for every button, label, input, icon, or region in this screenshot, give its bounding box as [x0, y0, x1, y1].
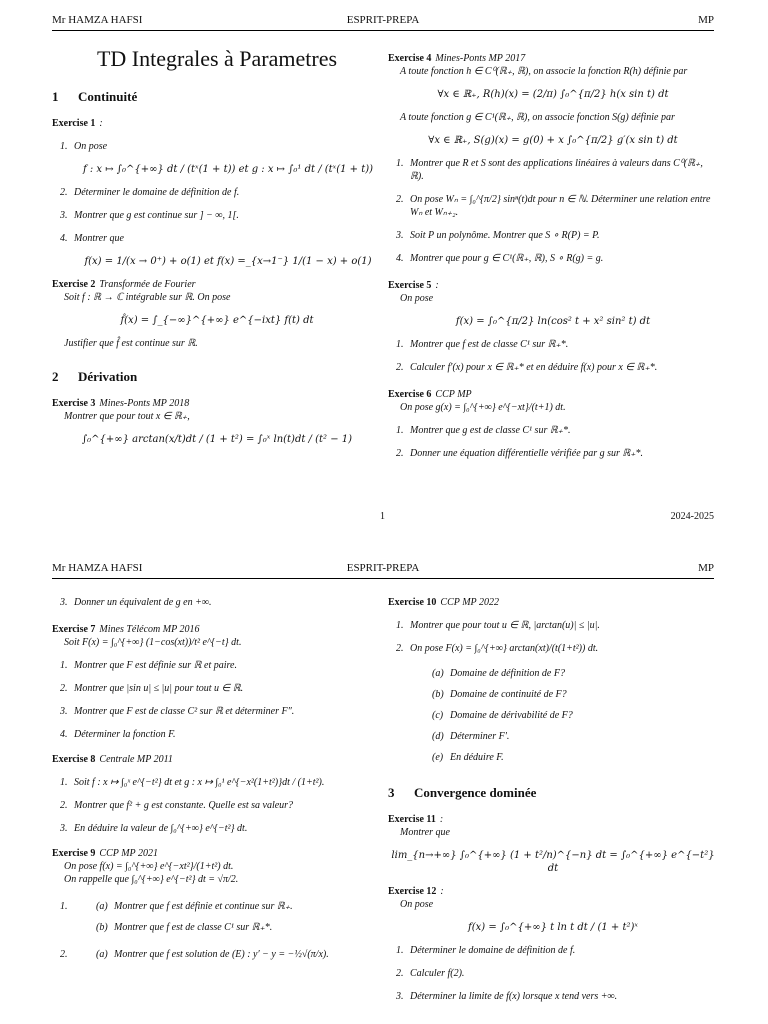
question: 1. Montrer que R et S sont des applications linéaires à valeurs dans C⁰(ℝ₊, ℝ). — [396, 158, 703, 182]
question: 1. Déterminer le domaine de définition de f. — [396, 945, 576, 956]
question-list — [388, 338, 718, 374]
question: 2. Montrer que f² + g est constante. Quelle est sa valeur? — [60, 800, 294, 811]
question: 2. Donner une équation différentielle vérifiée par g sur ℝ₊*. — [396, 448, 644, 459]
question: 3. Déterminer la limite de f(x) lorsque x tend vers +∞. — [396, 991, 618, 1002]
sub-question: (d) Déterminer F′. — [432, 731, 510, 742]
sub-question: (b) Domaine de continuité de F? — [432, 689, 567, 700]
question-list — [52, 776, 382, 835]
question: 1. Soit f : x ↦ ∫₀ˣ e^{−t²} dt et g : x ↦ ∫₀¹ e^{−x²(1+t²)}dt / (1+t²). — [60, 777, 325, 788]
header-author: Mr HAMZA HAFSI — [52, 562, 143, 574]
left-column — [52, 46, 382, 456]
academic-year: 2024-2025 — [670, 511, 714, 522]
exercise-heading: Exercise 7 Mines Télécom MP 2016 — [52, 624, 200, 635]
math-formula: f̂(x) = ∫_{−∞}^{+∞} e^{−ixt} f(t) dt — [120, 315, 314, 326]
exercise-heading: Exercise 8 Centrale MP 2011 — [52, 754, 173, 765]
question: 2. On pose Wₙ = ∫₀^{π/2} sinⁿ(t)dt pour n ∈ ℕ. Déterminer une relation entre Wₙ et Wₙ₊₂. — [396, 194, 711, 218]
exercise-text: A toute fonction g ∈ C¹(ℝ₊, ℝ), on associe fonction S(g) définie par — [400, 112, 675, 123]
math-formula: ∫₀^{+∞} arctan(x/t)dt / (1 + t²) = ∫₀ˣ ln(t)dt / (t² − 1) — [81, 434, 353, 445]
exercise-9 — [52, 847, 382, 961]
question-list — [52, 900, 382, 961]
exercise-3 — [52, 397, 382, 446]
exercise-4 — [388, 52, 718, 265]
question: 2. Montrer que |sin u| ≤ |u| pour tout u ∈ ℝ. — [60, 683, 244, 694]
exercise-11 — [388, 813, 718, 875]
exercise-text: Justifier que f̂ est continue sur ℝ. — [64, 338, 198, 349]
sub-question: (e) En déduire F. — [432, 752, 504, 763]
math-formula: f(x) = ∫₀^{+∞} t ln t dt / (1 + t²)ˣ — [468, 922, 638, 933]
left-column — [52, 588, 382, 961]
question: 1. Montrer que F est définie sur ℝ et paire. — [60, 660, 237, 671]
math-formula: lim_{n→+∞} ∫₀^{+∞} (1 + t²/n)^{−n} dt = ∫₀^{+∞} e^{−t²} dt — [391, 850, 715, 874]
page-header — [52, 562, 714, 578]
exercise-text: Montrer que pour tout x ∈ ℝ₊, — [64, 411, 190, 422]
exercise-heading: Exercise 2 Transformée de Fourier — [52, 279, 196, 290]
question: 1. Montrer que f est de classe C¹ sur ℝ₊*. — [396, 339, 569, 350]
exercise-text: On pose g(x) = ∫₀^{+∞} e^{−xt}/(t+1) dt. — [400, 402, 566, 413]
exercise-text: Soit f : ℝ → ℂ intégrable sur ℝ. On pose — [64, 292, 231, 303]
math-formula: f(x) = 1/(x → 0⁺) + o(1) et f(x) =_{x→1⁻} 1/(1 − x) + o(1) — [84, 256, 372, 267]
exercise-12 — [388, 885, 718, 1003]
exercise-heading: Exercise 12 : — [388, 886, 444, 897]
sub-question-list — [74, 948, 382, 961]
question-list — [388, 424, 718, 460]
section-heading: 2 Dérivation — [52, 369, 138, 384]
question: 2. Déterminer le domaine de définition de f. — [60, 187, 240, 198]
exercise-6 — [388, 388, 718, 460]
exercise-10 — [388, 596, 718, 764]
question-list — [52, 659, 382, 741]
section-heading: 3 Convergence dominée — [388, 785, 537, 800]
question: 3. Donner un équivalent de g en +∞. — [60, 597, 212, 608]
right-column — [388, 596, 718, 1003]
question: 4. Déterminer la fonction F. — [60, 729, 176, 740]
header-school: ESPRIT-PREPA — [346, 14, 420, 26]
math-formula: ∀x ∈ ℝ₊, S(g)(x) = g(0) + x ∫₀^{π/2} g′(x sin t) dt — [428, 135, 678, 146]
exercise-heading: Exercise 10 CCP MP 2022 — [388, 597, 499, 608]
sub-question-list — [74, 900, 382, 934]
exercise-text: On pose — [400, 899, 434, 910]
sub-question: (a) Montrer que f est solution de (E) : y′ − y = −½√(π/x). — [96, 949, 329, 960]
header-level: MP — [698, 562, 714, 574]
exercise-2 — [52, 278, 382, 350]
page-separator — [0, 530, 768, 548]
header-school: ESPRIT-PREPA — [346, 562, 420, 574]
question: 3. En déduire la valeur de ∫₀^{+∞} e^{−t²} dt. — [60, 823, 248, 834]
exercise-heading: Exercise 4 Mines-Ponts MP 2017 — [388, 53, 526, 64]
exercise-heading: Exercise 1 : — [52, 118, 103, 129]
sub-question-list — [410, 667, 718, 764]
header-rule — [52, 30, 714, 31]
exercise-text: On pose — [400, 293, 434, 304]
exercise-7 — [52, 623, 382, 741]
question: 4. Montrer que pour g ∈ C¹(ℝ₊, ℝ), S ∘ R(g) = g. — [396, 253, 604, 264]
question: 2. (a) Montrer que f est solution de (E) : y′ − y = −½√(π/x). — [52, 948, 382, 961]
question: 1. Montrer que pour tout u ∈ ℝ, |arctan(u)| ≤ |u|. — [396, 620, 600, 631]
question: 2. Calculer f(2). — [396, 968, 465, 979]
question: 2. Calculer f′(x) pour x ∈ ℝ₊* et en déduire f(x) pour x ∈ ℝ₊*. — [396, 362, 658, 373]
question-list — [52, 596, 382, 609]
question: 1. (a) Montrer que f est définie et continue sur ℝ₊. (b) Montrer que f est de classe C¹ sur ℝ₊*. — [52, 900, 382, 934]
question-list — [52, 140, 382, 268]
exercise-text: On rappelle que ∫₀^{+∞} e^{−t²} dt = √π/2. — [64, 874, 239, 885]
question: 2. On pose F(x) = ∫₀^{+∞} arctan(xt)/(t(1+t²)) dt. (a) Domaine de définition de F? (b) Domaine de continuité de F? (c) Domaine de dérivabilité de F? (d) Déterminer F′. (e) En déduire F. — [388, 642, 718, 764]
document-title: TD Integrales à Parametres — [96, 46, 338, 71]
exercise-text: Soit F(x) = ∫₀^{+∞} (1−cos(xt))/t² e^{−t} dt. — [64, 637, 242, 648]
math-formula: f : x ↦ ∫₀^{+∞} dt / (tˣ(1 + t)) et g : x ↦ ∫₀¹ dt / (tˣ(1 + t)) — [82, 164, 374, 175]
math-formula: ∀x ∈ ℝ₊, R(h)(x) = (2/π) ∫₀^{π/2} h(x sin t) dt — [437, 89, 669, 100]
section-heading: 1 Continuité — [52, 89, 138, 104]
exercise-heading: Exercise 3 Mines-Ponts MP 2018 — [52, 398, 190, 409]
exercise-8 — [52, 753, 382, 835]
math-formula: f(x) = ∫₀^{π/2} ln(cos² t + x² sin² t) dt — [455, 316, 651, 327]
exercise-text: Montrer que — [400, 827, 450, 838]
page-number: 1 — [380, 511, 385, 522]
header-level: MP — [698, 14, 714, 26]
page-header — [52, 14, 714, 30]
exercise-heading: Exercise 11 : — [388, 814, 444, 825]
question-list — [388, 619, 718, 764]
question: 3. Montrer que g est continue sur ] − ∞, 1[. — [60, 210, 239, 221]
sub-question: (a) Montrer que f est définie et continue sur ℝ₊. — [96, 901, 293, 912]
sub-question: (b) Montrer que f est de classe C¹ sur ℝ₊*. — [96, 922, 273, 933]
page-2 — [0, 548, 768, 1024]
header-author: Mr HAMZA HAFSI — [52, 14, 143, 26]
question: 1. Montrer que g est de classe C¹ sur ℝ₊*. — [396, 425, 571, 436]
right-column — [388, 52, 718, 460]
question: 3. Montrer que F est de classe C² sur ℝ et déterminer F″. — [60, 706, 295, 717]
question: 3. Soit P un polynôme. Montrer que S ∘ R(P) = P. — [396, 230, 600, 241]
exercise-1 — [52, 117, 382, 268]
exercise-heading: Exercise 6 CCP MP — [388, 389, 472, 400]
question: 1. On pose f : x ↦ ∫₀^{+∞} dt / (tˣ(1 + t)) et g : x ↦ ∫₀¹ dt / (tˣ(1 + t)) — [52, 140, 382, 176]
question: 4. Montrer que f(x) = 1/(x → 0⁺) + o(1) et f(x) =_{x→1⁻} 1/(1 − x) + o(1) — [52, 232, 382, 268]
question-list — [388, 944, 718, 1003]
exercise-heading: Exercise 9 CCP MP 2021 — [52, 848, 158, 859]
header-rule — [52, 578, 714, 579]
exercise-text: A toute fonction h ∈ C⁰(ℝ₊, ℝ), on associe la fonction R(h) définie par — [400, 66, 688, 77]
sub-question: (a) Domaine de définition de F? — [432, 668, 565, 679]
question-list — [388, 157, 718, 265]
sub-question: (c) Domaine de dérivabilité de F? — [432, 710, 573, 721]
exercise-heading: Exercise 5 : — [388, 280, 439, 291]
exercise-5 — [388, 279, 718, 374]
exercise-text: On pose f(x) = ∫₀^{+∞} e^{−xt²}/(1+t²) dt. — [64, 861, 234, 872]
